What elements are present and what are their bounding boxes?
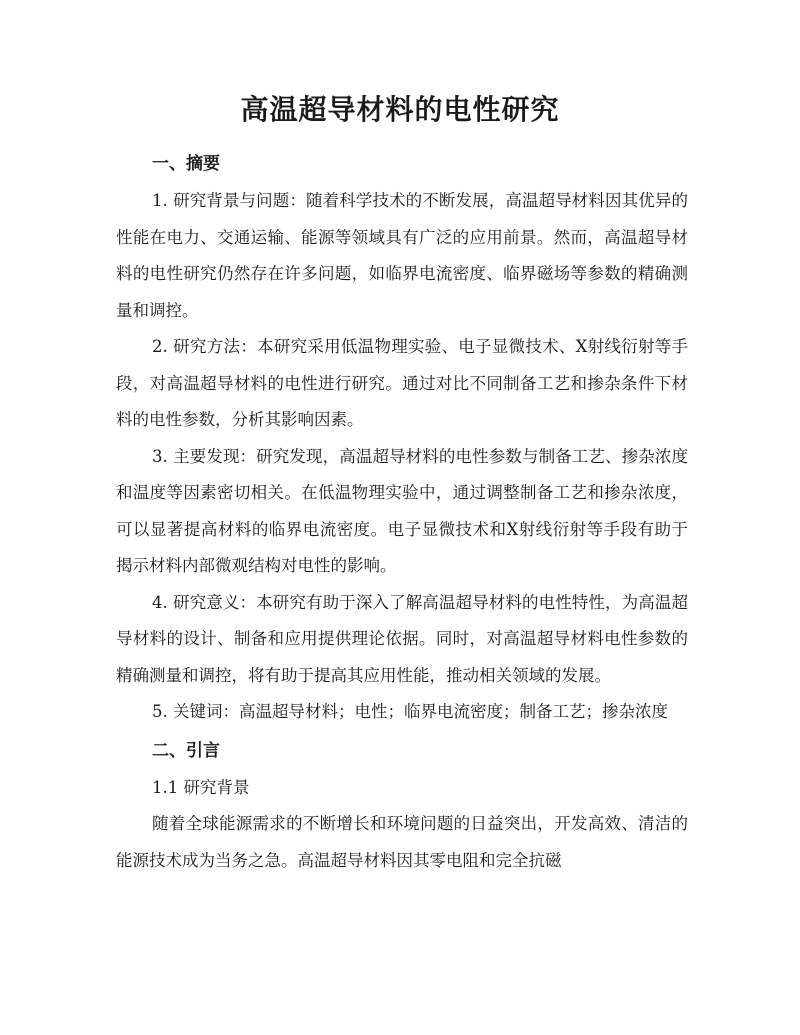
abstract-paragraph-significance: 4. 研究意义：本研究有助于深入了解高温超导材料的电性特性，为高温超导材料的设计、制备和应用提供理论依据。同时，对高温超导材料电性参数的精确测量和调控，将有助于提高其应用性能，推动相关领域的发展。 (116, 592, 688, 685)
document-body (116, 148, 688, 879)
introduction-paragraph: 随着全球能源需求的不断增长和环境问题的日益突出，开发高效、清洁的能源技术成为当务之急。高温超导材料因其零电阻和完全抗磁 (116, 814, 688, 870)
abstract-paragraph-findings: 3. 主要发现：研究发现，高温超导材料的电性参数与制备工艺、掺杂浓度和温度等因素密切相关。在低温物理实验中，通过调整制备工艺和掺杂浓度，可以显著提高材料的临界电流密度。电子显微技术和X射线衍射等手段有助于揭示材料内部微观结构对电性的影响。 (116, 446, 688, 575)
abstract-paragraph-background: 1. 研究背景与问题：随着科学技术的不断发展，高温超导材料因其优异的性能在电力、交通运输、能源等领域具有广泛的应用前景。然而，高温超导材料的电性研究仍然存在许多问题，如临界电流密度、临界磁场等参数的精确测量和调控。 (116, 191, 688, 320)
document-title: 高温超导材料的电性研究 (240, 93, 560, 126)
abstract-paragraph-keywords: 5. 关键词：高温超导材料；电性；临界电流密度；制备工艺；掺杂浓度 (152, 702, 668, 721)
subsection-heading-background: 1.1 研究背景 (152, 777, 250, 797)
abstract-paragraph-methods: 2. 研究方法：本研究采用低温物理实验、电子显微技术、X射线衍射等手段，对高温超导材料的电性进行研究。通过对比不同制备工艺和掺杂条件下材料的电性参数，分析其影响因素。 (116, 337, 688, 429)
section-heading-abstract: 一、摘要 (152, 154, 220, 174)
section-heading-introduction: 二、引言 (152, 740, 220, 761)
